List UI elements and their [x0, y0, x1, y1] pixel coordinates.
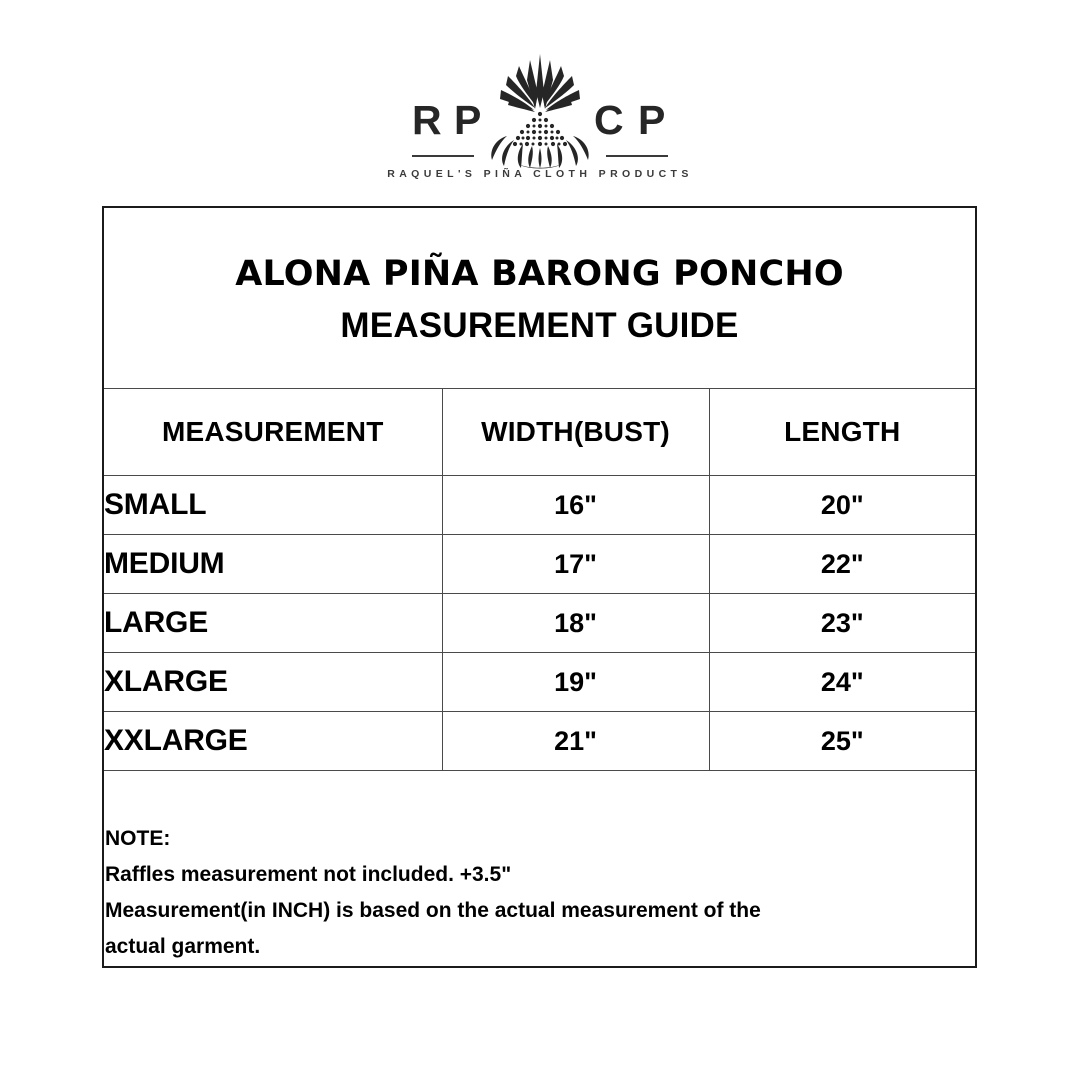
page-subtitle: MEASUREMENT GUIDE [340, 306, 739, 345]
cell-size: XLARGE [104, 653, 442, 712]
logo-lockup [410, 56, 670, 174]
note-line-1: Raffles measurement not included. +3.5" [105, 863, 512, 886]
column-header-measurement: MEASUREMENT [104, 389, 442, 476]
table-row [104, 653, 975, 712]
cell-width: 18" [442, 594, 709, 653]
cell-width: 19" [442, 653, 709, 712]
cell-length: 23" [709, 594, 975, 653]
table-row [104, 712, 975, 771]
page-title: ALONA PIÑA BARONG PONCHO [235, 254, 844, 294]
logo-letter-r1: R [412, 97, 442, 143]
cell-size: LARGE [104, 594, 442, 653]
cell-length: 24" [709, 653, 975, 712]
cell-length: 22" [709, 535, 975, 594]
logo-letter-p1: P [454, 97, 482, 143]
cell-width: 17" [442, 535, 709, 594]
logo-letter-c: C [594, 97, 624, 143]
title-block [104, 208, 975, 389]
pineapple-icon [488, 52, 592, 170]
cell-size: MEDIUM [104, 535, 442, 594]
column-header-length: LENGTH [709, 389, 975, 476]
logo-letter-p2: P [638, 97, 666, 143]
column-header-width: WIDTH(BUST) [442, 389, 709, 476]
cell-size: XXLARGE [104, 712, 442, 771]
logo-tagline: RAQUEL'S PIÑA CLOTH PRODUCTS [387, 168, 693, 180]
table-row [104, 476, 975, 535]
note-section [104, 771, 975, 965]
brand-logo [0, 56, 1080, 186]
cell-width: 16" [442, 476, 709, 535]
table-header-row [104, 389, 975, 476]
measurement-table [104, 389, 975, 771]
cell-size: SMALL [104, 476, 442, 535]
note-line-3: actual garment. [105, 935, 261, 958]
cell-length: 25" [709, 712, 975, 771]
table-row [104, 594, 975, 653]
measurement-guide-card [102, 206, 977, 968]
cell-width: 21" [442, 712, 709, 771]
logo-rule-right [606, 155, 668, 157]
table-row [104, 535, 975, 594]
note-line-2: Measurement(in INCH) is based on the actual measurement of the [105, 899, 761, 922]
logo-rule-left [412, 155, 474, 157]
note-heading: NOTE: [105, 827, 171, 850]
cell-length: 20" [709, 476, 975, 535]
